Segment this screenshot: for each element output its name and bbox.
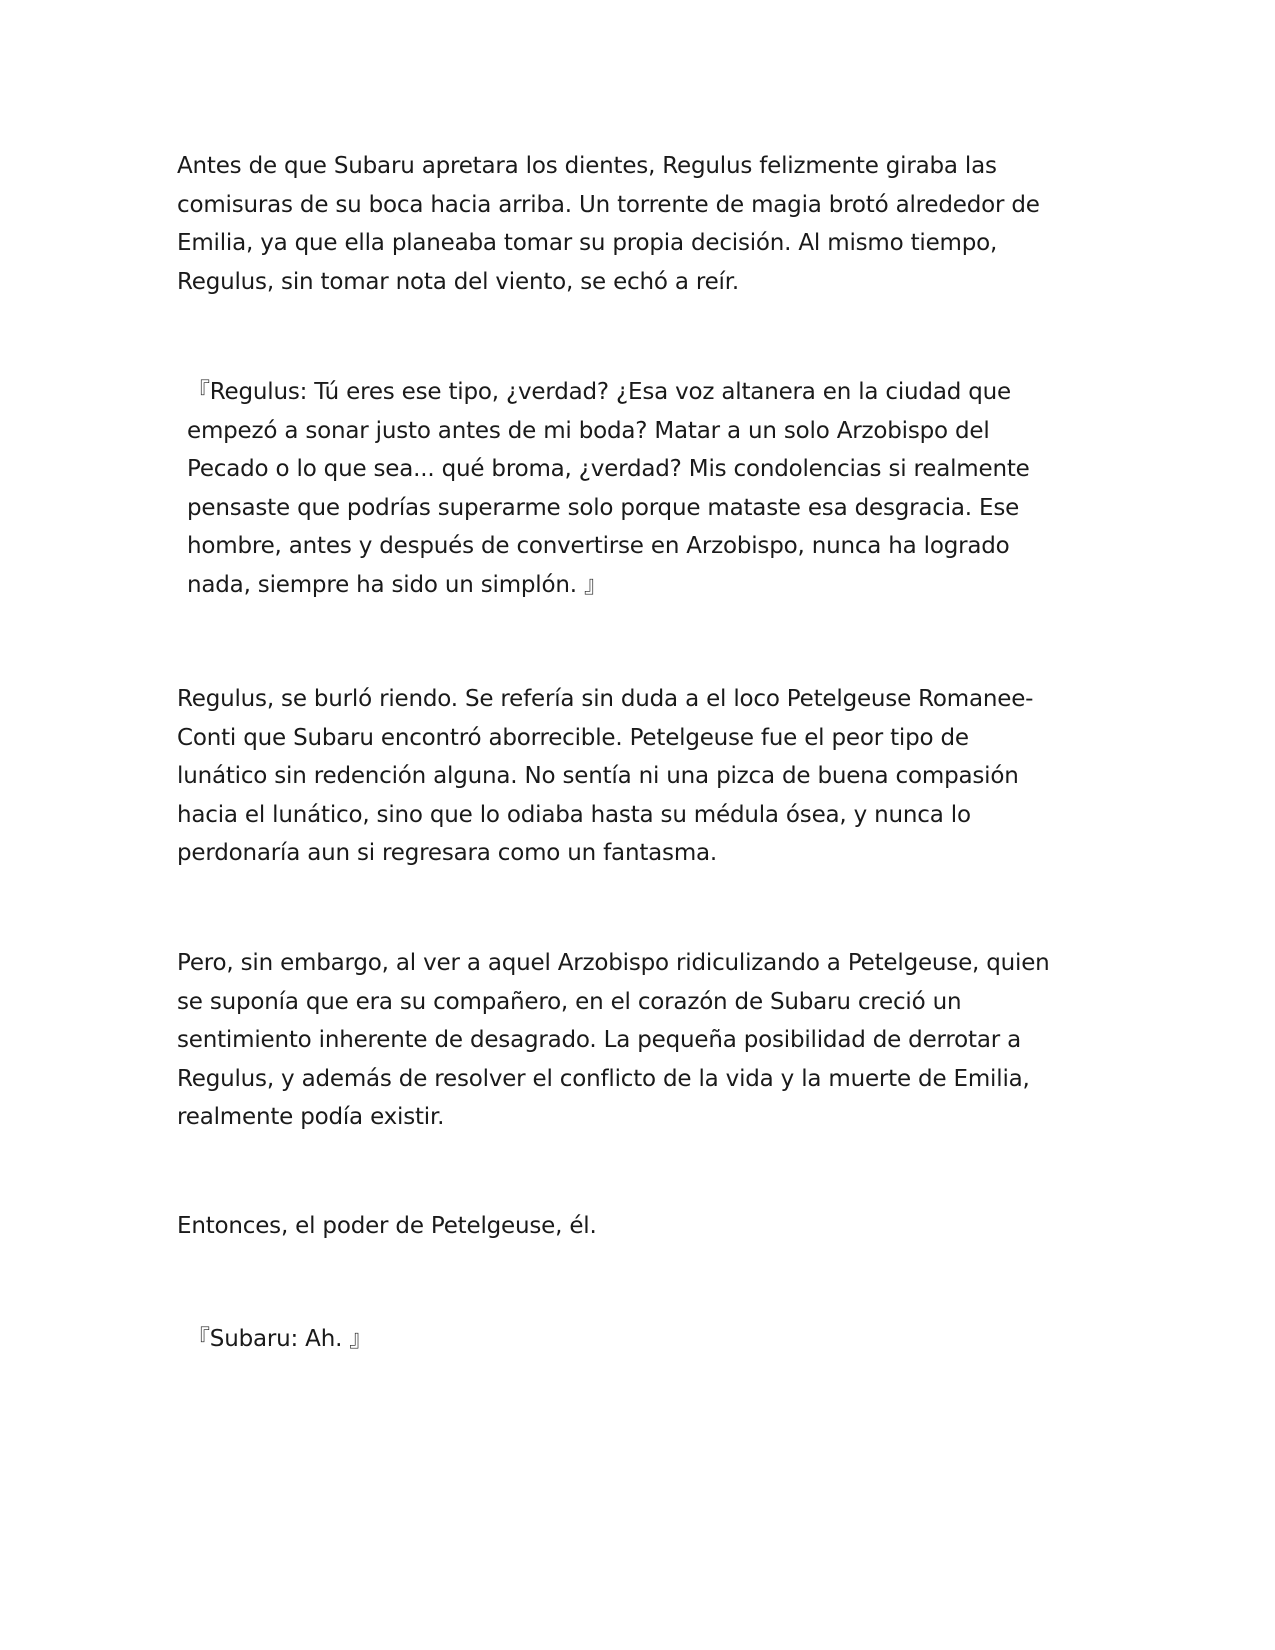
text-line: empezó a sonar justo antes de mi boda? Matar a un solo Arzobispo del bbox=[187, 417, 990, 444]
text-line: Antes de que Subaru apretara los dientes, Regulus felizmente giraba las bbox=[177, 153, 997, 179]
text-line: perdonaría aun si regresara como un fantasma. bbox=[177, 840, 718, 866]
text-line: se suponía que era su compañero, en el corazón de Subaru creció un bbox=[177, 988, 962, 1015]
text-line: Conti que Subaru encontró aborrecible. Petelgeuse fue el peor tipo de bbox=[177, 724, 969, 751]
text-line: sentimiento inherente de desagrado. La pequeña posibilidad de derrotar a bbox=[177, 1027, 1021, 1053]
text-line: Regulus, se burló riendo. Se refería sin duda a el loco Petelgeuse Romanee- bbox=[177, 686, 1034, 712]
text-line: Pero, sin embargo, al ver a aquel Arzobispo ridiculizando a Petelgeuse, quien bbox=[177, 950, 1050, 976]
text-line: Regulus, y además de resolver el conflicto de la vida y la muerte de Emilia, bbox=[177, 1065, 1030, 1092]
text-line: Entonces, el poder de Petelgeuse, él. bbox=[177, 1213, 597, 1239]
text-line: 『Subaru: Ah. 』 bbox=[187, 1326, 373, 1352]
text-line: comisuras de su boca hacia arriba. Un torrente de magia brotó alrededor de bbox=[177, 191, 1040, 218]
text-line: pensaste que podrías superarme solo porque mataste esa desgracia. Ese bbox=[187, 494, 1020, 521]
narration-paragraph bbox=[177, 147, 1107, 301]
text-line: hombre, antes y después de convertirse en Arzobispo, nunca ha logrado bbox=[187, 533, 1010, 559]
narration-paragraph bbox=[177, 1207, 1107, 1246]
narration-paragraph bbox=[177, 944, 1107, 1137]
text-line: hacia el lunático, sino que lo odiaba hasta su médula ósea, y nunca lo bbox=[177, 801, 971, 828]
dialogue-paragraph bbox=[187, 1320, 1117, 1359]
text-line: Emilia, ya que ella planeaba tomar su propia decisión. Al mismo tiempo, bbox=[177, 230, 998, 256]
dialogue-paragraph bbox=[187, 373, 1117, 604]
text-line: realmente podía existir. bbox=[177, 1104, 445, 1130]
text-line: Regulus, sin tomar nota del viento, se echó a reír. bbox=[177, 268, 739, 295]
narration-paragraph bbox=[177, 680, 1107, 873]
text-line: Pecado o lo que sea... qué broma, ¿verdad? Mis condolencias si realmente bbox=[187, 456, 1030, 482]
text-line: 『Regulus: Tú eres ese tipo, ¿verdad? ¿Esa voz altanera en la ciudad que bbox=[187, 379, 1011, 405]
text-line: nada, siempre ha sido un simplón. 』 bbox=[187, 571, 607, 598]
text-line: lunático sin redención alguna. No sentía ni una pizca de buena compasión bbox=[177, 763, 1019, 789]
